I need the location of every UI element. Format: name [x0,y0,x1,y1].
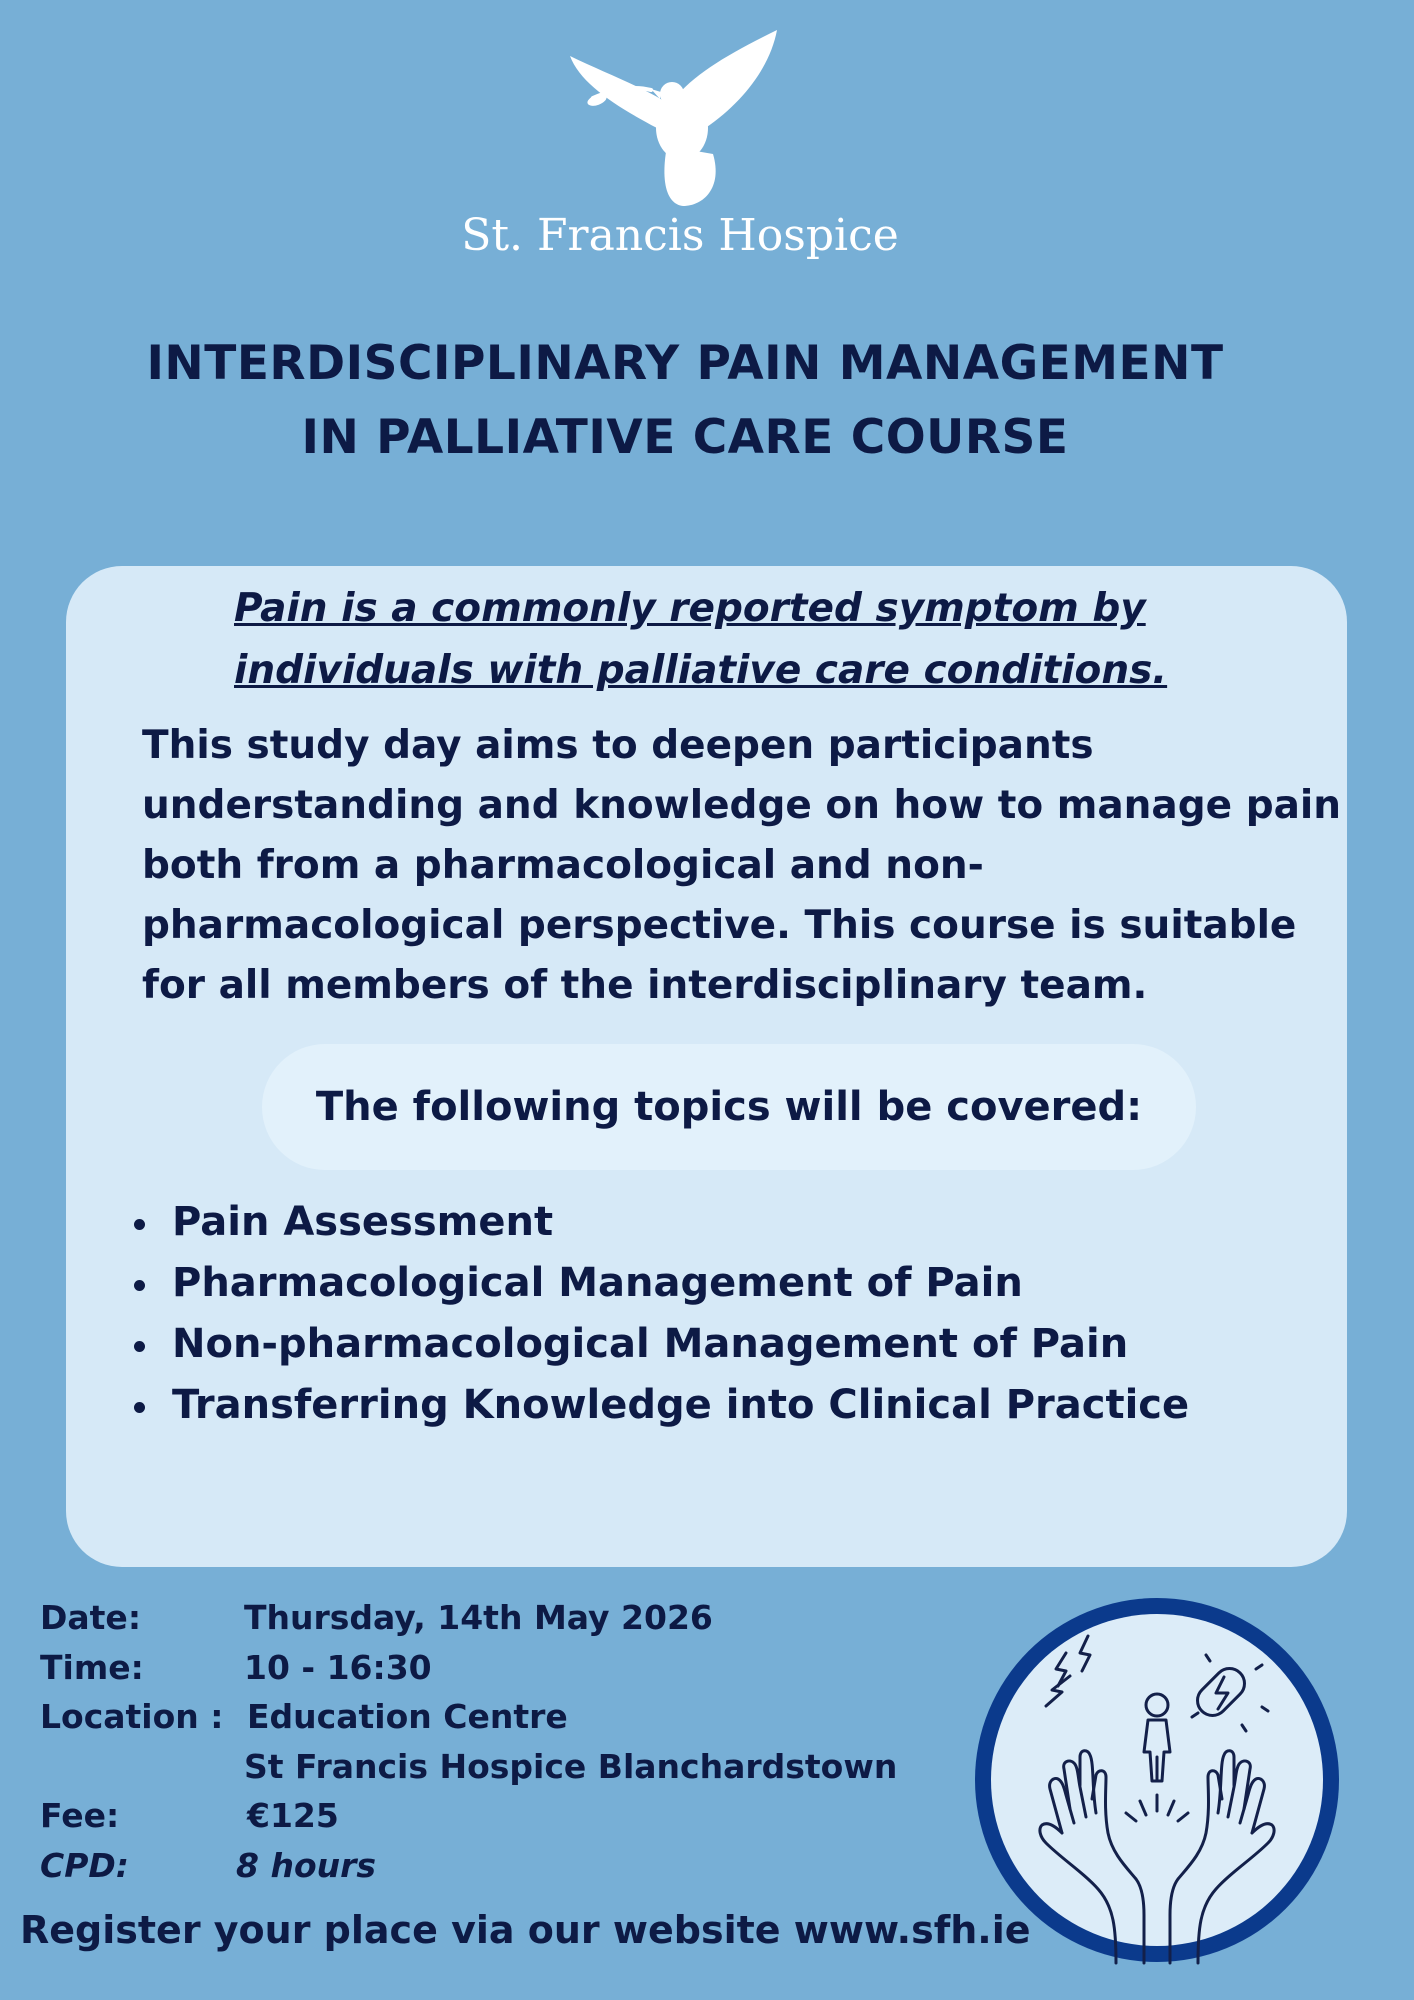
fee-label: Fee: [40,1796,120,1835]
list-item: Transferring Knowledge into Clinical Practice [126,1375,1189,1436]
topics-heading: The following topics will be covered: [262,1044,1196,1170]
fee-value: €125 [247,1796,339,1835]
page-title [0,327,1370,475]
description-line: both from a pharmacological and non- [142,843,984,888]
dove-icon [565,28,785,208]
title-line-2: IN PALLIATIVE CARE COURSE [301,410,1069,465]
register-text: Register your place via our website www.sfh.ie [20,1908,1031,1952]
tagline-line-1: Pain is a commonly reported symptom by [234,586,1146,631]
tagline [234,578,1214,702]
cpd-value: 8 hours [236,1846,377,1885]
cpd-label: CPD: [40,1846,129,1885]
description-line: understanding and knowledge on how to manage pain [142,783,1342,828]
description-line: pharmacological perspective. This course is suitable [142,903,1297,948]
course-description [142,716,1342,1016]
logo-text: St. Francis Hospice [461,210,899,261]
time-value: 10 - 16:30 [244,1648,432,1687]
title-line-1: INTERDISCIPLINARY PAIN MANAGEMENT [146,336,1224,391]
date-label: Date: [40,1598,142,1637]
date-value: Thursday, 14th May 2026 [244,1598,713,1637]
list-item: Non-pharmacological Management of Pain [126,1314,1189,1375]
topics-list [126,1192,1189,1436]
list-item: Pharmacological Management of Pain [126,1253,1189,1314]
description-line: This study day aims to deepen participants [142,723,1094,768]
tagline-line-2: individuals with palliative care conditions. [234,648,1168,693]
location-line-1: Education Centre [247,1697,568,1736]
list-item: Pain Assessment [126,1192,1189,1253]
location-label: Location : [40,1697,224,1736]
description-line: for all members of the interdisciplinary team. [142,963,1148,1008]
hands-with-person-pain-icon [966,1589,1348,1971]
time-label: Time: [40,1648,144,1687]
location-line-2: St Francis Hospice Blanchardstown [244,1747,898,1786]
